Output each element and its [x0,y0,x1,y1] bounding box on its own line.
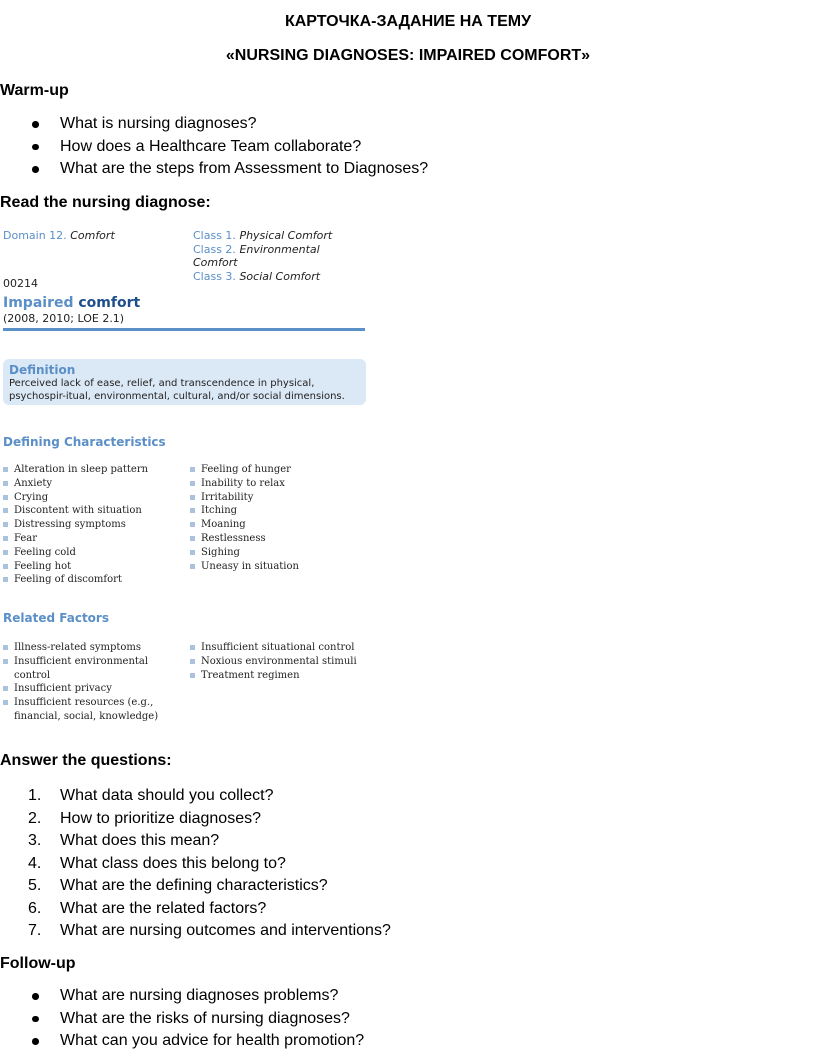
diagnosis-word2: comfort [78,295,141,311]
list-item: Feeling cold [3,546,188,560]
list-item: Insufficient privacy [3,682,163,696]
list-item: 3. What does this mean? [28,832,220,849]
class-label: Class 2. [193,242,236,256]
list-item: Distressing symptoms [3,518,188,532]
diagnosis-excerpt [3,225,365,725]
definition-box [3,359,366,405]
list-item: Treatment regimen [190,669,365,683]
diagnosis-code: 00214 [3,277,38,290]
definition-text: Perceived lack of ease, relief, and transcendence in physical, psychospir-itual, environmental, cultural, and/or social dimensions. [9,378,345,402]
list-item: 5. What are the defining characteristics? [28,877,328,894]
list-item: Anxiety [3,477,188,491]
list-item: Irritability [190,491,365,505]
list-item: What are nursing diagnoses problems? [0,985,364,1008]
list-item: What are the risks of nursing diagnoses? [0,1008,364,1031]
definition-title: Definition [9,363,76,377]
related-title: Related Factors [3,611,109,625]
list-item: Feeling of discomfort [3,573,188,587]
list-item: Uneasy in situation [190,560,365,574]
list-item: Moaning [190,518,365,532]
list-item: What is nursing diagnoses? [0,113,428,136]
list-item: Fear [3,532,188,546]
list-item: Illness-related symptoms [3,641,163,655]
list-item: What are the steps from Assessment to Diagnoses? [0,158,428,181]
list-item: 2. How to prioritize diagnoses? [28,809,261,827]
class-label: Class 3. [193,270,236,284]
list-item: 4. What class does this belong to? [28,854,286,872]
answer-heading: Answer the questions: [0,752,172,769]
list-item: 7. What are nursing outcomes and interventions? [28,922,391,939]
list-item: 1. What data should you collect? [28,787,274,804]
read-heading: Read the nursing diagnose: [0,194,211,211]
list-item: Insufficient environmental control [3,655,163,683]
class-list [193,229,365,284]
list-item: Sighing [190,546,365,560]
defining-col1 [3,463,188,587]
list-item: Itching [190,504,365,518]
related-col2 [190,641,365,682]
diagnosis-title [3,295,140,311]
list-item: Inability to relax [190,477,365,491]
warmup-heading: Warm-up [0,82,69,99]
list-item: Insufficient situational control [190,641,365,655]
class-label: Class 1. [193,229,236,242]
defining-title: Defining Characteristics [3,435,166,449]
list-item: Insufficient resources (e.g., financial, social, knowledge) [3,696,163,724]
diagnosis-word1: Impaired [3,295,74,311]
divider [3,328,365,331]
list-item: 6. What are the related factors? [28,899,267,917]
class-name: Physical Comfort [239,229,333,242]
related-col1 [3,641,163,724]
class-name: Environmental Comfort [193,242,320,270]
list-item: Crying [3,491,188,505]
list-item: What can you advice for health promotion? [0,1030,364,1053]
list-item: Noxious environmental stimuli [190,655,365,669]
class-name: Social Comfort [239,270,321,284]
diagnosis-years: (2008, 2010; LOE 2.1) [3,312,125,325]
list-item: Restlessness [190,532,365,546]
list-item: Feeling hot [3,560,188,574]
list-item: Discontent with situation [3,504,188,518]
followup-list [0,985,364,1053]
page-title-line2: «NURSING DIAGNOSES: IMPAIRED COMFORT» [225,47,591,64]
domain-line [3,229,115,242]
list-item: How does a Healthcare Team collaborate? [0,136,428,159]
list-item: Feeling of hunger [190,463,365,477]
answer-list [0,785,391,943]
domain-label: Domain 12. [3,229,67,242]
defining-col2 [190,463,365,573]
warmup-list [0,113,428,181]
page-title-line1: КАРТОЧКА-ЗАДАНИЕ НА ТЕМУ [284,13,532,30]
domain-name: Comfort [70,229,115,242]
followup-heading: Follow-up [0,955,76,972]
list-item: Alteration in sleep pattern [3,463,188,477]
